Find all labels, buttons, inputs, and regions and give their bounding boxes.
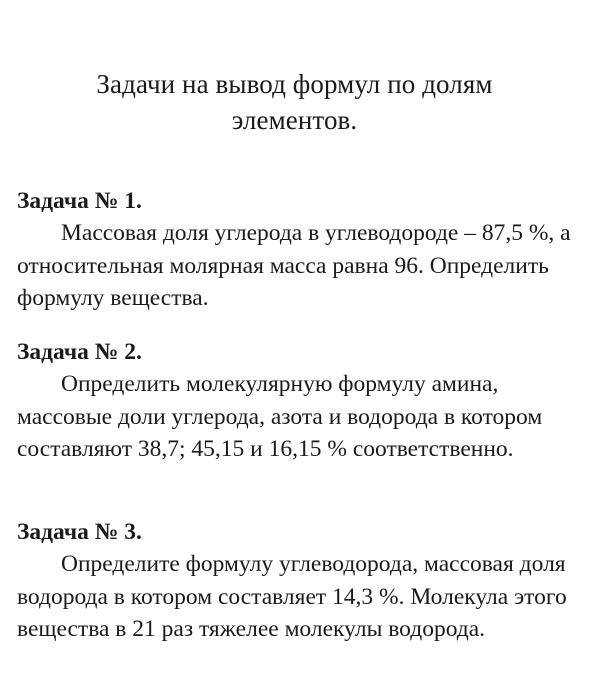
page-title-line-2: элементов. [231, 105, 358, 135]
task-3 [17, 517, 577, 646]
page-title-line-1: Задачи на вывод формул по долям [96, 69, 493, 99]
task-2-heading: Задача № 2. [17, 339, 142, 365]
task-2 [17, 337, 577, 466]
task-1-heading: Задача № 1. [17, 188, 142, 214]
task-3-heading: Задача № 3. [17, 519, 142, 545]
task-1-text: Массовая доля углерода в углеводороде – 87,5 %, а относительная молярная масса равна 96. Определить формулу вещества. [17, 220, 571, 311]
page-title [0, 66, 589, 138]
task-1 [17, 186, 577, 315]
task-2-text: Определить молекулярную формулу амина, массовые доли углерода, азота и водорода в котором составляют 38,7; 45,15 и 16,15 % соответственно. [17, 371, 543, 462]
task-3-text: Определите формулу углеводорода, массовая доля водорода в котором составляет 14,3 %. Молекула этого вещества в 21 раз тяжелее молекулы водорода. [17, 551, 567, 642]
